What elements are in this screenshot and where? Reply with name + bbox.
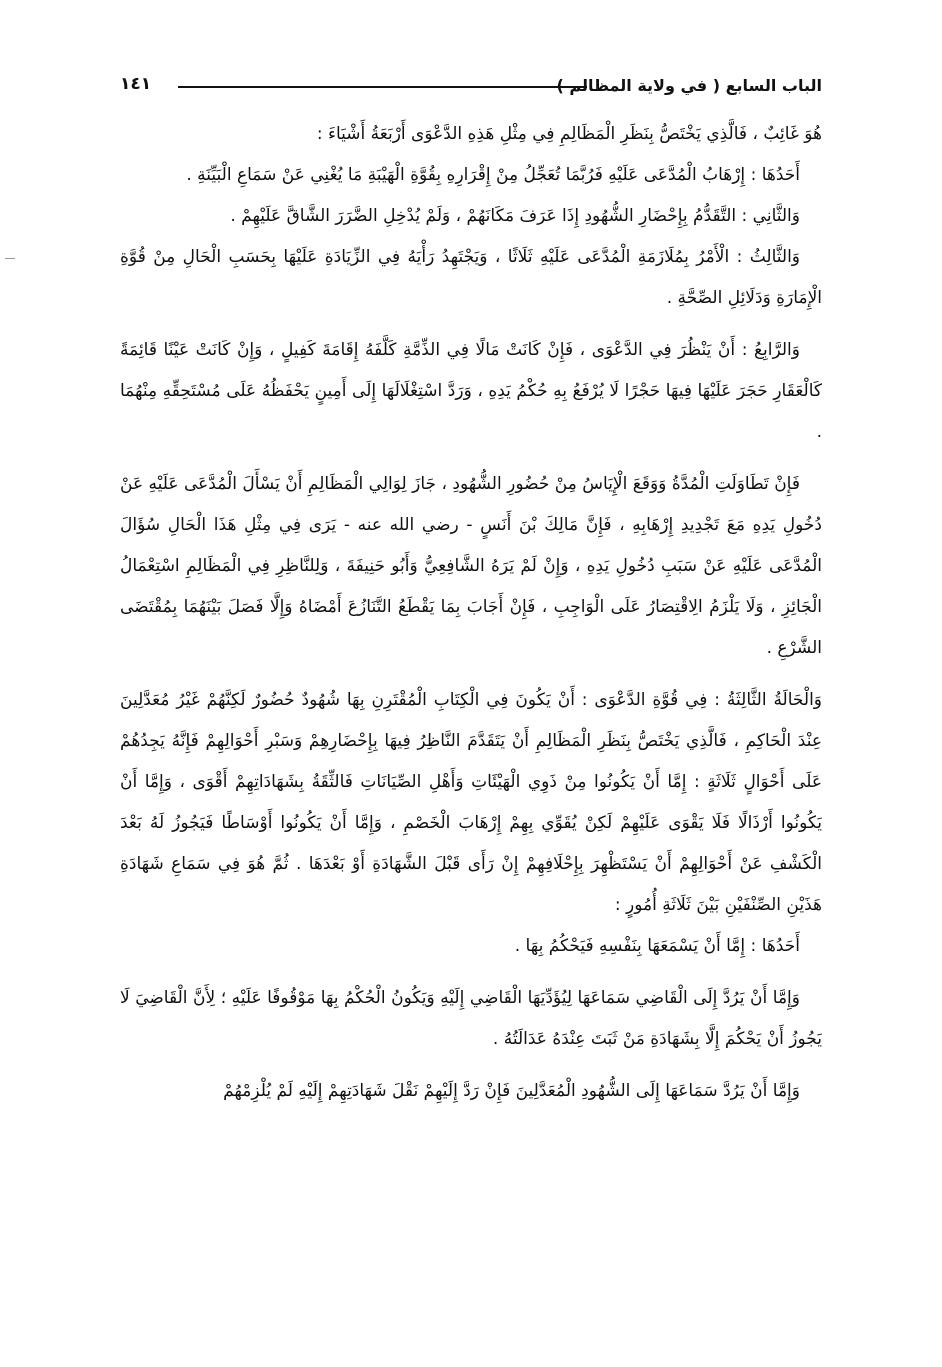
paragraph-first-thing: أَحَدُهَا : إِرْهَابُ الْمُدَّعَى عَلَيْهِ فَرُبَّمَا تُعَجِّلُ مِنْ إِقْرَارِهِ بِقُوَّةِ الْهَيْبَةِ مَا يُغْنِي عَنْ سَمَاعِ الْبَيِّنَةِ . <box>186 165 800 185</box>
paragraph-second-thing: وَالثَّانِي : التَّقَدُّمُ بِإِحْضَارِ الشُّهُودِ إِذَا عَرَفَ مَكَانَهُمْ ، وَلَمْ يُدْخِلِ الضَّرَرَ الشَّاقَّ عَلَيْهِمْ . <box>230 206 800 226</box>
paragraph-third-thing: وَالثَّالِثُ : الْأَمْرُ بِمُلَازَمَةِ الْمُدَّعَى عَلَيْهِ ثَلَاثًا ، وَيَجْتَهِدُ رَأْيَهُ فِي الزِّيَادَةِ عَلَيْهَا بِحَسَبِ الْحَالِ مِنْ قُوَّةِ الْإِمَارَةِ وَدَلَائِلِ الصِّحَّةِ . <box>120 247 822 308</box>
paragraph-hearing-option-two: وَإِمَّا أَنْ يَرُدَّ إِلَى الْقَاضِي سَمَاعَهَا لِيُؤَدِّيَهَا الْقَاضِي إِلَيْهِ وَيَكُونُ الْحُكْمُ بِهَا مَوْقُوفًا عَلَيْهِ ؛ لِأَنَّ الْقَاضِيَ لَا يَجُوزُ أَنْ يَحْكُمَ إِلَّا بِشَهَادَةِ مَنْ ثَبَتَ عِنْدَهُ عَدَالَتُهُ . <box>120 988 822 1049</box>
paragraph-prolonged-period: فَإِنْ تَطَاوَلَتِ الْمُدَّةُ وَوَقَعَ الْإِيَاسُ مِنْ حُضُورِ الشُّهُودِ ، جَازَ لِوَالِي الْمَظَالِمِ أَنْ يَسْأَلَ الْمُدَّعَى عَلَيْهِ عَنْ دُخُولِ يَدِهِ مَعَ تَجْدِيدِ إِرْهَابِهِ ، فَإِنَّ مَالِكَ بْنَ أَنَسٍ - رضي الله عنه - يَرَى فِي مِثْلِ هَذَا الْحَالِ سُؤَالَ الْمُدَّعَى عَلَيْهِ عَنْ سَبَبِ دُخُولِ يَدِهِ ، وَإِنْ لَمْ يَرَهُ الشَّافِعِيُّ وَأَبُو حَنِيفَةَ ، وَلِلنَّاظِرِ فِي الْمَظَالِمِ اسْتِعْمَالُ الْجَائِزِ ، وَلَا يَلْزَمُ الِاقْتِصَارُ عَلَى الْوَاجِبِ ، فَإِنْ أَجَابَ بِمَا يَقْطَعُ التَّنَازُعَ أَمْضَاهُ وَإِلَّا فَصَلَ بَيْنَهُمَا بِمُقْتَضَى الشَّرْعِ . <box>120 474 822 658</box>
paragraph-third-state: وَالْحَالَةُ الثَّالِثَةُ : فِي قُوَّةِ الدَّعْوَى : أَنْ يَكُونَ فِي الْكِتَابِ الْمُقْتَرِنِ بِهَا شُهُودٌ حُضُورٌ لَكِنَّهُمْ غَيْرُ مُعَدَّلِينَ عِنْدَ الْحَاكِمِ ، فَالَّذِي يَخْتَصُّ بِنَظَرِ الْمَظَالِمِ أَنْ يَتَقَدَّمَ النَّاظِرُ فِيهَا بِإِحْضَارِهِمْ وَسَبْرِ أَحْوَالِهِمْ فَإِنَّهُ يَجِدُهُمْ عَلَى أَحْوَالٍ ثَلَاثَةٍ : إِمَّا أَنْ يَكُونُوا مِنْ ذَوِي الْهَيْئَاتِ وَأَهْلِ الصِّيَانَاتِ فَالثِّقَةُ بِشَهَادَاتِهِمْ أَقْوَى ، وَإِمَّا أَنْ يَكُونُوا أَرْذَالًا فَلَا يَقْوَى عَلَيْهِمْ لَكِنْ يُقَوِّي بِهِمْ إِرْهَابَ الْخَصْمِ ، وَإِمَّا أَنْ يَكُونُوا أَوْسَاطًا فَيَجُوزُ لَهُ بَعْدَ الْكَشْفِ عَنْ أَحْوَالِهِمْ أَنْ يَسْتَظْهِرَ بِإِحْلَافِهِمْ إِنْ رَأَى قَبْلَ الشَّهَادَةِ أَوْ بَعْدَهَا . ثُمَّ هُوَ فِي سَمَاعِ شَهَادَةِ هَذَيْنِ الصِّنْفَيْنِ بَيْنَ ثَلَاثَةِ أُمُورٍ : <box>120 690 822 915</box>
paragraph-hearing-option-three: وَإِمَّا أَنْ يَرُدَّ سَمَاعَهَا إِلَى الشُّهُودِ الْمُعَدَّلِينَ فَإِنْ رَدَّ إِلَيْهِمْ نَقْلَ شَهَادَتِهِمْ إِلَيْهِ لَمْ يُلْزِمْهُمْ <box>223 1081 800 1101</box>
paragraph-continuation: هُوَ غَائِبٌ ، فَالَّذِي يَخْتَصُّ بِنَظَرِ الْمَظَالِمِ فِي مِثْلِ هَذِهِ الدَّعْوَى أَرْبَعَةُ أَشْيَاءَ : <box>316 124 822 144</box>
header-rule <box>178 86 587 88</box>
page-number: ١٤١ <box>120 74 152 94</box>
text-body <box>120 114 822 1344</box>
paragraph-fourth-thing: وَالرَّابِعُ : أَنْ يَنْظُرَ فِي الدَّعْوَى ، فَإِنْ كَانَتْ مَالًا فِي الذِّمَّةِ كَلَّفَهُ إِقَامَةَ كَفِيلٍ ، وَإِنْ كَانَتْ عَيْنًا قَائِمَةً كَالْعَقَارِ حَجَرَ عَلَيْهَا فِيهَا حَجْرًا لَا يُرْفَعُ بِهِ حُكْمُ يَدِهِ ، وَرَدَّ اسْتِغْلَالَهَا إِلَى أَمِينٍ يَحْفَظُهُ عَلَى مُسْتَحِقِّهِ مِنْهُمَا . <box>120 340 822 442</box>
paragraph-hearing-option-one: أَحَدُهَا : إِمَّا أَنْ يَسْمَعَهَا بِنَفْسِهِ فَيَحْكُمُ بِهَا . <box>514 936 800 956</box>
running-header <box>120 74 822 104</box>
margin-mark <box>5 258 15 259</box>
chapter-title: الباب السابع ( في ولاية المظالم ) <box>556 76 822 95</box>
